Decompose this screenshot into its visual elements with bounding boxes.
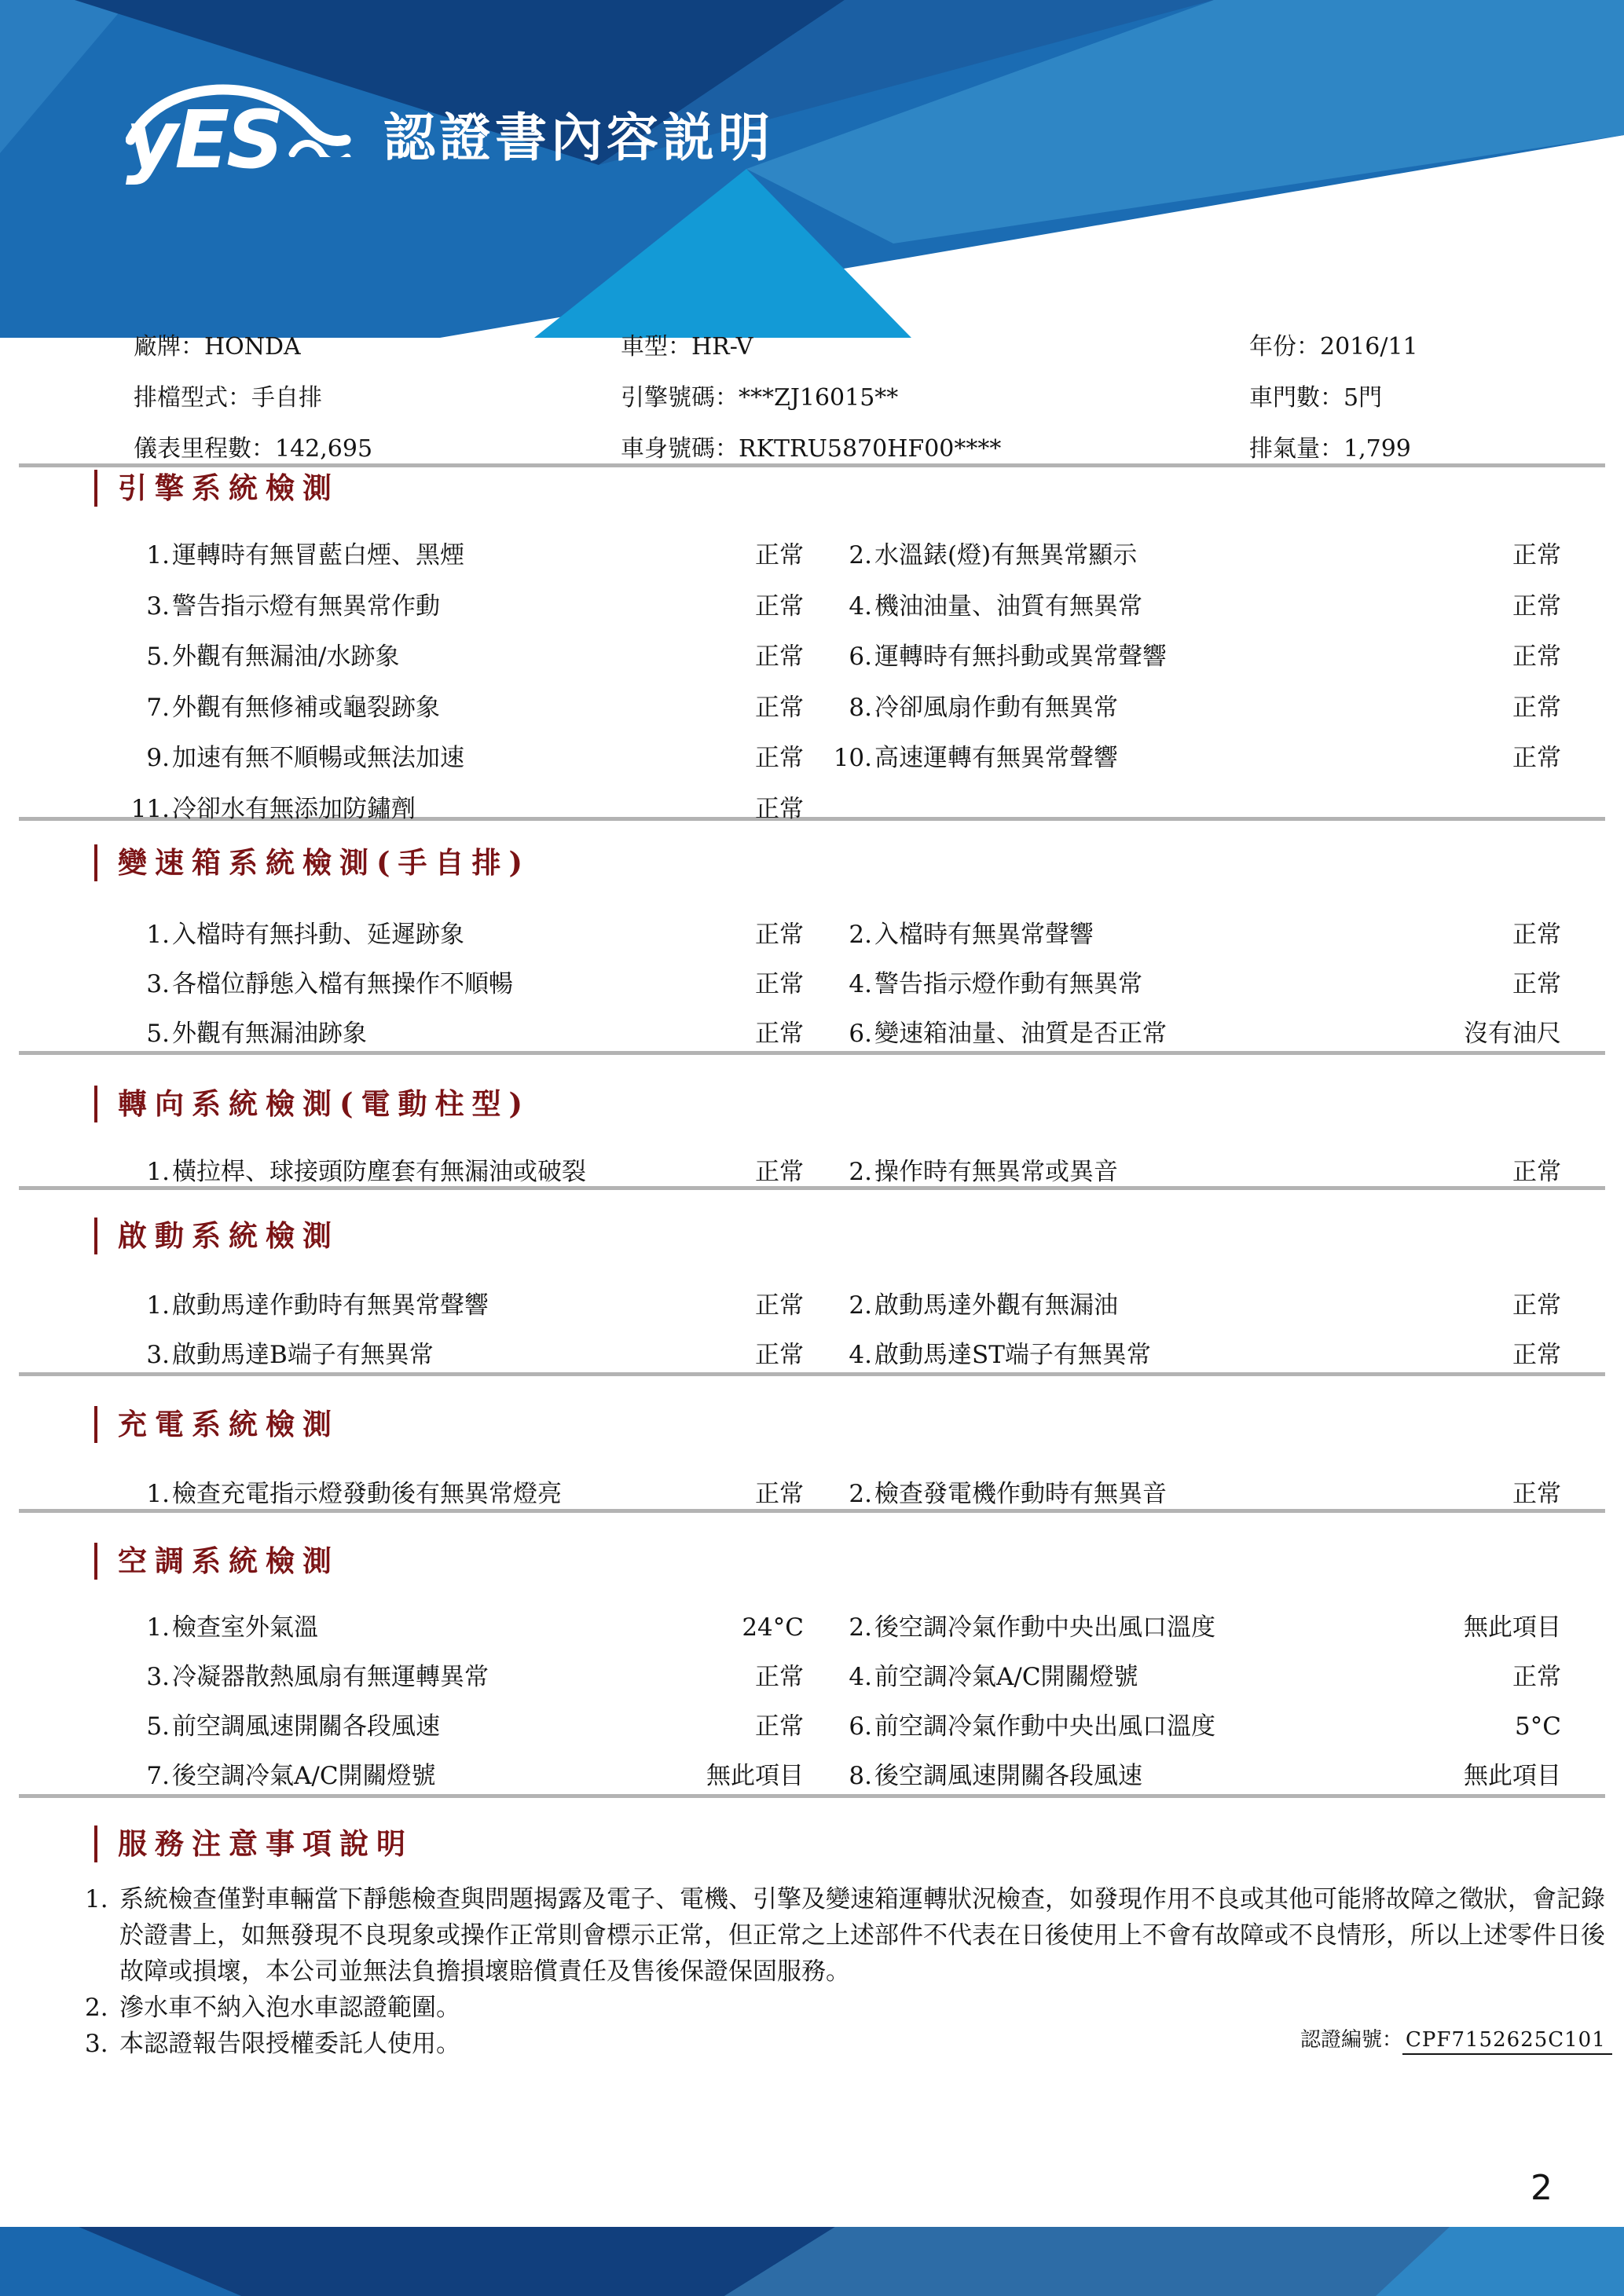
field-value: 5門: [1344, 384, 1383, 412]
item-result: 正常: [755, 1020, 804, 1048]
item-number: 10.: [833, 744, 872, 772]
item-label: 入檔時有無異常聲響: [874, 921, 1094, 949]
item-number: 2.: [849, 1291, 872, 1320]
inspection-item: [128, 1155, 804, 1189]
item-result: 正常: [755, 744, 804, 772]
item-label: 後空調冷氣作動中央出風口溫度: [874, 1613, 1215, 1642]
field-label: 排氣量：: [1249, 435, 1344, 463]
service-note: [85, 1990, 1617, 2026]
brand-wordmark: yES: [126, 93, 281, 187]
item-number: 2.: [849, 1480, 872, 1508]
inspection-item: [811, 1709, 1561, 1744]
section-title-bar: [94, 470, 97, 507]
item-number: 2.: [849, 921, 872, 949]
inspection-item: [128, 690, 804, 725]
note-number: 2.: [85, 1994, 108, 2022]
info-field-year: [1249, 330, 1418, 381]
field-label: 儀表里程數：: [134, 435, 275, 463]
section-title-bar: [94, 1825, 97, 1862]
field-label: 車身號碼：: [621, 435, 739, 463]
field-value: 1,799: [1344, 435, 1411, 463]
field-label: 車門數：: [1249, 384, 1344, 412]
page-number: 2: [1531, 2168, 1553, 2208]
section-title-text: 引擎系統檢測: [118, 471, 339, 505]
section-title-text: 啟動系統檢測: [118, 1218, 339, 1253]
item-result: 正常: [755, 1341, 804, 1369]
item-number: 1.: [146, 1480, 170, 1508]
item-label: 橫拉桿、球接頭防塵套有無漏油或破裂: [172, 1158, 586, 1186]
item-result: 沒有油尺: [1464, 1020, 1561, 1048]
inspection-item: [128, 538, 804, 573]
info-field-model: [621, 330, 1001, 381]
inspection-item: [811, 967, 1561, 1002]
item-result: 正常: [755, 794, 804, 823]
field-value: 2016/11: [1320, 333, 1418, 361]
note-number: 3.: [85, 2030, 108, 2058]
item-number: 4.: [849, 591, 872, 621]
note-text: 滲水車不納入泡水車認證範圍。: [119, 1994, 460, 2022]
item-label: 啟動馬達作動時有無異常聲響: [172, 1291, 489, 1320]
item-result: 正常: [1512, 1158, 1561, 1186]
inspection-item: [811, 917, 1561, 952]
section-title-text: 充電系統檢測: [118, 1407, 339, 1441]
item-label: 操作時有無異常或異音: [874, 1158, 1118, 1186]
item-result: 正常: [1512, 541, 1561, 569]
service-note: [85, 1881, 1617, 1990]
inspection-item: [811, 1016, 1561, 1051]
note-number: 1.: [85, 1885, 108, 1913]
info-field-transmission: [134, 381, 372, 432]
note-text: 本認證報告限授權委託人使用。: [119, 2030, 460, 2058]
section-title-bar: [94, 844, 97, 881]
field-value: 142,695: [275, 435, 373, 463]
item-result: 正常: [755, 1663, 804, 1691]
item-result: 正常: [755, 643, 804, 671]
inspection-item: [811, 1338, 1561, 1372]
inspection-item: [811, 1660, 1561, 1694]
inspection-item: [128, 1709, 804, 1744]
item-result: 正常: [755, 541, 804, 569]
field-value: HONDA: [204, 333, 301, 361]
item-label: 運轉時有無冒藍白煙、黑煙: [172, 541, 464, 569]
item-result: 正常: [755, 1158, 804, 1186]
item-label: 啟動馬達外觀有無漏油: [874, 1291, 1118, 1320]
note-text: 系統檢查僅對車輛當下靜態檢查與問題揭露及電子、電機、引擎及變速箱運轉狀況檢查，如發現作用不良或其他可能將故障之徵狀，會記錄於證書上，如無發現不良現象或操作正常則會標示正常，但正常之上述部件不代表在日後使用上不會有故障或不良情形，所以上述零件日後故障或損壞，本公司並無法負擔損壞賠償責任及售後保證保固服務。: [119, 1885, 1605, 1986]
item-label: 檢查室外氣溫: [172, 1613, 318, 1642]
item-result: 正常: [1512, 591, 1561, 621]
vehicle-info-block: [0, 330, 1624, 463]
inspection-item: [128, 917, 804, 952]
inspection-item: [128, 967, 804, 1002]
inspection-item: [811, 589, 1561, 624]
info-field-displacement: [1249, 432, 1418, 483]
item-number: 2.: [849, 541, 872, 569]
section-title-bar: [94, 1406, 97, 1443]
separator: [19, 463, 1605, 467]
item-label: 高速運轉有無異常聲響: [874, 744, 1118, 772]
certificate-number-line: [1300, 2027, 1606, 2053]
info-field-doors: [1249, 381, 1418, 432]
inspection-item: [128, 1610, 804, 1645]
section-title-text: 變速箱系統檢測(手自排): [118, 845, 531, 880]
inspection-item: [128, 1477, 804, 1511]
item-label: 水溫錶(燈)有無異常顯示: [874, 541, 1138, 569]
field-label: 年份：: [1249, 333, 1320, 361]
section-title-bar: [94, 1543, 97, 1580]
field-value: HR-V: [691, 333, 753, 361]
item-label: 後空調冷氣A/C開關燈號: [172, 1762, 436, 1790]
item-result: 正常: [1512, 1341, 1561, 1369]
page-header: [0, 0, 1624, 339]
inspection-item: [128, 1288, 804, 1323]
item-number: 6.: [849, 1020, 872, 1048]
inspection-item: [128, 1759, 804, 1793]
item-number: 1.: [146, 1158, 170, 1186]
field-label: 引擎號碼：: [621, 384, 739, 412]
item-number: 9.: [146, 744, 170, 772]
inspection-item: [811, 1759, 1561, 1793]
page-footer: [0, 2227, 1624, 2296]
inspection-item: [811, 741, 1561, 775]
item-result: 正常: [1512, 693, 1561, 722]
item-label: 各檔位靜態入檔有無操作不順暢: [172, 970, 513, 998]
section-title-text: 轉向系統檢測(電動柱型): [118, 1086, 531, 1121]
item-result: 正常: [755, 1480, 804, 1508]
item-result: 24°C: [742, 1613, 804, 1642]
item-label: 變速箱油量、油質是否正常: [874, 1020, 1167, 1048]
item-label: 冷凝器散熱風扇有無運轉異常: [172, 1663, 489, 1691]
item-result: 正常: [755, 970, 804, 998]
item-label: 警告指示燈作動有無異常: [874, 970, 1142, 998]
vehicle-info-column: [134, 330, 372, 483]
item-label: 運轉時有無抖動或異常聲響: [874, 643, 1167, 671]
field-value: 手自排: [251, 384, 322, 412]
inspection-item: [811, 1288, 1561, 1323]
item-number: 11.: [130, 794, 170, 823]
item-label: 警告指示燈有無異常作動: [172, 591, 440, 621]
info-field-vin: [621, 432, 1001, 483]
item-label: 後空調風速開關各段風速: [874, 1762, 1142, 1790]
item-label: 外觀有無修補或龜裂跡象: [172, 693, 440, 722]
info-field-make: [134, 330, 372, 381]
item-number: 5.: [146, 1712, 170, 1741]
item-label: 前空調風速開關各段風速: [172, 1712, 440, 1741]
item-label: 外觀有無漏油跡象: [172, 1020, 367, 1048]
item-number: 8.: [849, 693, 872, 722]
item-label: 啟動馬達B端子有無異常: [172, 1341, 434, 1369]
item-result: 正常: [1512, 1480, 1561, 1508]
item-label: 外觀有無漏油/水跡象: [172, 643, 400, 671]
info-field-engine-no: [621, 381, 1001, 432]
inspection-item: [128, 792, 804, 826]
section-title-text: 服務注意事項說明: [118, 1826, 413, 1861]
inspection-item: [811, 538, 1561, 573]
item-result: 正常: [1512, 1291, 1561, 1320]
item-label: 冷卻水有無添加防鏽劑: [172, 794, 416, 823]
item-number: 7.: [146, 693, 170, 722]
item-label: 冷卻風扇作動有無異常: [874, 693, 1118, 722]
item-number: 7.: [146, 1762, 170, 1790]
certificate-number-value: CPF7152625C101: [1402, 2028, 1612, 2055]
inspection-item: [128, 1660, 804, 1694]
item-number: 3.: [146, 591, 170, 621]
item-result: 正常: [1512, 744, 1561, 772]
item-result: 正常: [1512, 1663, 1561, 1691]
item-result: 正常: [1512, 921, 1561, 949]
item-number: 6.: [849, 643, 872, 671]
item-number: 1.: [146, 1613, 170, 1642]
inspection-item: [811, 1610, 1561, 1645]
vehicle-info-column: [621, 330, 1001, 483]
item-result: 正常: [755, 693, 804, 722]
separator: [19, 1794, 1605, 1798]
item-label: 前空調冷氣作動中央出風口溫度: [874, 1712, 1215, 1741]
field-label: 廠牌：: [134, 333, 204, 361]
inspection-item: [128, 639, 804, 674]
inspection-item: [128, 741, 804, 775]
item-number: 5.: [146, 1020, 170, 1048]
inspection-item: [811, 1155, 1561, 1189]
inspection-item: [128, 589, 804, 624]
page-title: 認證書內容説明: [383, 108, 774, 168]
item-number: 4.: [849, 970, 872, 998]
item-label: 機油油量、油質有無異常: [874, 591, 1142, 621]
item-number: 8.: [849, 1762, 872, 1790]
field-value: ***ZJ16015**: [739, 384, 899, 412]
item-result: 正常: [755, 591, 804, 621]
item-label: 加速有無不順暢或無法加速: [172, 744, 464, 772]
inspection-item: [811, 639, 1561, 674]
item-label: 啟動馬達ST端子有無異常: [874, 1341, 1151, 1369]
item-result: 5°C: [1515, 1712, 1561, 1741]
item-result: 無此項目: [1464, 1613, 1561, 1642]
certificate-number-label: 認證編號：: [1300, 2028, 1403, 2052]
item-number: 2.: [849, 1613, 872, 1642]
inspection-item: [811, 1477, 1561, 1511]
item-result: 正常: [755, 1291, 804, 1320]
item-result: 正常: [755, 1712, 804, 1741]
field-label: 車型：: [621, 333, 691, 361]
item-number: 1.: [146, 921, 170, 949]
item-result: 正常: [755, 921, 804, 949]
item-result: 正常: [1512, 643, 1561, 671]
item-number: 1.: [146, 541, 170, 569]
separator: [19, 1372, 1605, 1376]
item-result: 無此項目: [1464, 1762, 1561, 1790]
inspection-item: [811, 690, 1561, 725]
item-number: 3.: [146, 970, 170, 998]
item-number: 4.: [849, 1341, 872, 1369]
item-result: 無此項目: [706, 1762, 804, 1790]
vehicle-info-column: [1249, 330, 1418, 483]
item-label: 前空調冷氣A/C開關燈號: [874, 1663, 1138, 1691]
item-label: 入檔時有無抖動、延遲跡象: [172, 921, 464, 949]
item-number: 5.: [146, 643, 170, 671]
item-label: 檢查充電指示燈發動後有無異常燈亮: [172, 1480, 562, 1508]
item-number: 1.: [146, 1291, 170, 1320]
inspection-item: [128, 1016, 804, 1051]
item-label: 檢查發電機作動時有無異音: [874, 1480, 1167, 1508]
item-result: 正常: [1512, 970, 1561, 998]
item-number: 3.: [146, 1341, 170, 1369]
inspection-item: [128, 1338, 804, 1372]
separator: [19, 1051, 1605, 1055]
item-number: 6.: [849, 1712, 872, 1741]
section-title-bar: [94, 1218, 97, 1254]
field-label: 排檔型式：: [134, 384, 251, 412]
item-number: 2.: [849, 1158, 872, 1186]
item-number: 3.: [146, 1663, 170, 1691]
section-title-bar: [94, 1086, 97, 1122]
footer-background-art: [0, 2227, 1624, 2296]
yes-logo: [126, 79, 385, 187]
item-number: 4.: [849, 1663, 872, 1691]
section-title-text: 空調系統檢測: [118, 1543, 339, 1578]
field-value: RKTRU5870HF00****: [739, 435, 1002, 463]
